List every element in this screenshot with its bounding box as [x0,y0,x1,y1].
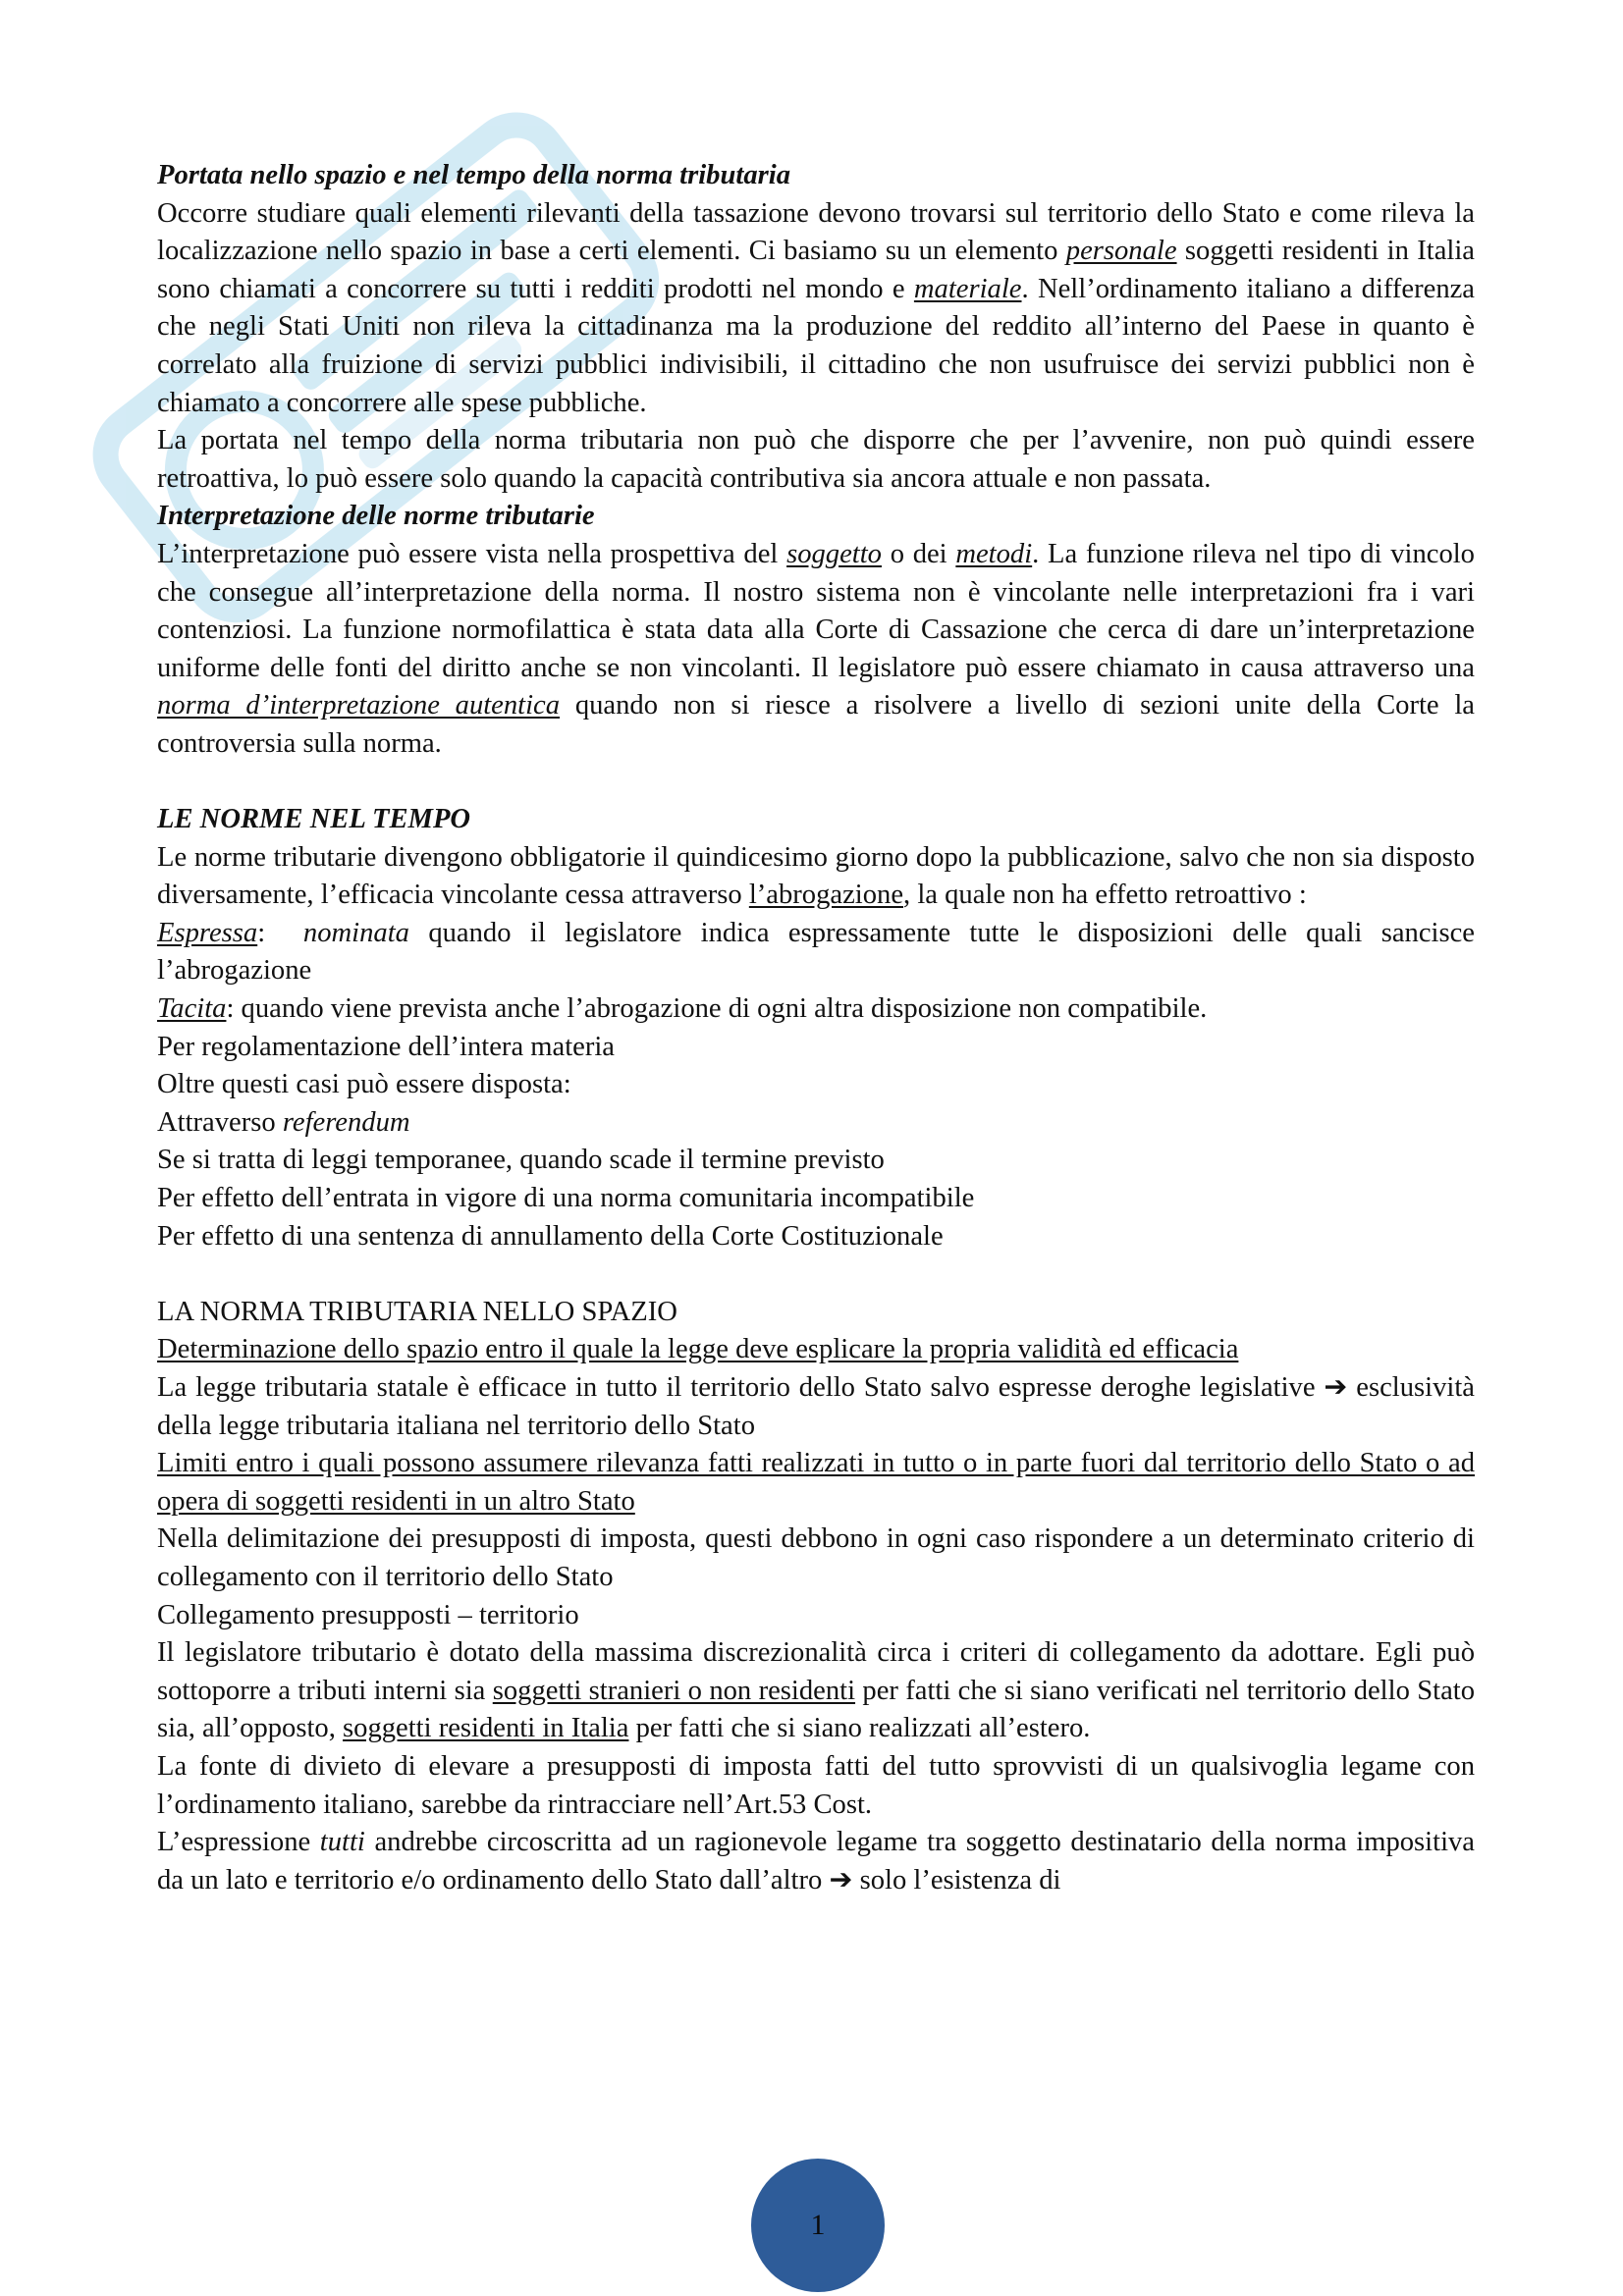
arrow-right-icon: ➔ [829,1864,853,1896]
label-espressa: Espressa [157,917,258,948]
section-heading-portata [157,157,1475,195]
emphasis-personale: personale [1065,236,1177,267]
line-leggi-temporanee: Se si tratta di leggi temporanee, quando scade il termine previsto [157,1145,885,1176]
text-run: Il legislatore tributario è dotato della massima discrezionalità circa i criteri di collegamento da adottare. Egli può sottoporre a tributi interni sia [157,1637,1475,1706]
line-regolamentazione: Per regolamentazione dell’intera materia [157,1031,616,1062]
page-number: 1 [810,2209,826,2241]
emphasis-nominata: nominata [302,917,409,948]
arrow-right-icon: ➔ [1324,1372,1348,1403]
line-sentenza: Per effetto di una sentenza di annullamento della Corte Costituzionale [157,1220,944,1252]
text-run: per fatti che si siano realizzati all’estero. [628,1713,1091,1744]
emphasis-tutti: tutti [319,1827,365,1858]
section-heading-norma-spazio: LA NORMA TRIBUTARIA NELLO SPAZIO [157,1296,677,1327]
text-run: Occorre studiare quali elementi rilevanti della tassazione devono trovarsi sul territorio dello Stato e come rileva la localizzazione nello spazio in base a certi elementi. Ci basiamo su un elemento [157,197,1475,267]
subheading-text: Limiti entro i quali possono assumere rilevanza fatti realizzati in tutto o in parte fuori dal territorio dello Stato o ad opera di soggetti residenti in un altro Stato [157,1448,1475,1517]
text-run: Attraverso [157,1106,283,1138]
paragraph-tacita [157,990,1475,1029]
heading-text: Interpretazione delle norme tributarie [157,501,595,532]
heading-text: LE NORME NEL TEMPO [157,804,471,835]
subheading-limiti [157,1445,1475,1521]
text-run: . La funzione rileva nel tipo di vincolo che consegue all’interpretazione della norma. Il nostro sistema non è vincolante nelle interpretazioni fra i vari contenziosi. La funzione normofilattica è stata data alla Corte di Cassazione che cerca di dare un’interpretazione uniforme delle fonti del diritto anche se non vincolanti. Il legislatore può essere chiamato in causa attraverso una [157,538,1475,683]
line-collegamento: Collegamento presupposti – territorio [157,1599,579,1630]
line-referendum [157,1104,1475,1143]
heading-text: Portata nello spazio e nel tempo della norma tributaria [157,160,790,190]
paragraph-legge-statale [157,1369,1475,1445]
label-tacita: Tacita [157,993,227,1025]
paragraph-interpretazione [157,536,1475,764]
text-run: esclusività della legge tributaria italiana nel territorio dello Stato [157,1372,1475,1441]
document-page [157,157,1475,1899]
paragraph-portata-spazio [157,195,1475,423]
blank-line [157,764,1475,802]
paragraph-fonte-divieto: La fonte di divieto di elevare a presupposti di imposta fatti del tutto sprovvisti di un qualsivoglia legame con l’ordinamento italiano, sarebbe da rintracciare nell’Art.53 Cost. [157,1750,1475,1820]
text-run: per fatti che si siano verificati nel territorio dello Stato sia, all’opposto, [157,1675,1476,1744]
text-run: quando il legislatore indica espressamente tutte le disposizioni delle quali sancisce l’abrogazione [157,917,1475,987]
paragraph-delimitazione: Nella delimitazione dei presupposti di imposta, questi debbono in ogni caso rispondere a un determinato criterio di collegamento con il territorio dello Stato [157,1523,1475,1592]
text-run: : quando viene prevista anche l’abrogazione di ogni altra disposizione non compatibile. [226,993,1208,1025]
paragraph-portata-tempo: La portata nel tempo della norma tributaria non può che disporre che per l’avvenire, non può quindi essere retroattiva, lo può essere solo quando la capacità contributiva sia ancora attuale e non passata. [157,425,1475,494]
emphasis-materiale: materiale [913,273,1022,304]
paragraph-espressione-tutti [157,1824,1475,1899]
subheading-determinazione [157,1331,1475,1369]
text-run: o dei [881,538,956,569]
text-run: La legge tributaria statale è efficace in tutto il territorio dello Stato salvo espresse deroghe legislative [157,1372,1325,1403]
page-number-badge [751,2159,885,2292]
text-run: : [257,917,303,948]
emphasis-metodi: metodi [955,538,1033,569]
line-oltre-casi: Oltre questi casi può essere disposta: [157,1069,571,1100]
blank-line [157,1255,1475,1294]
section-heading-norme-tempo [157,801,1475,839]
paragraph-legislatore [157,1634,1475,1748]
text-run: Le norme tributarie divengono obbligatorie il quindicesimo giorno dopo la pubblicazione, salvo che non sia disposto diversamente, l’efficacia vincolante cessa attraverso [157,841,1475,911]
text-run: andrebbe circoscritta ad un ragionevole legame tra soggetto destinatario della norma impositiva da un lato e territorio e/o ordinamento dello Stato dall’altro [157,1827,1475,1896]
subheading-text: Determinazione dello spazio entro il quale la legge deve esplicare la propria validità ed efficacia [157,1334,1239,1365]
emphasis-soggetti-stranieri: soggetti stranieri o non residenti [492,1675,856,1706]
section-heading-interpretazione [157,498,1475,536]
text-run: solo l’esistenza di [852,1864,1061,1896]
text-run: soggetti residenti in Italia sono chiamati a concorrere su tutti i redditi prodotti nel mondo e [157,236,1475,304]
emphasis-norma-autentica: norma d’interpretazione autentica [157,690,561,721]
emphasis-referendum: referendum [282,1106,410,1138]
text-run: quando non si riesce a risolvere a livello di sezioni unite della Corte la controversia sulla norma. [157,690,1475,759]
text-run: L’interpretazione può essere vista nella prospettiva del [157,538,787,569]
emphasis-soggetto: soggetto [786,538,882,569]
text-run: L’espressione [157,1827,320,1858]
emphasis-soggetti-residenti: soggetti residenti in Italia [343,1713,629,1744]
line-norma-comunitaria: Per effetto dell’entrata in vigore di una norma comunitaria incompatibile [157,1183,975,1214]
text-run: . Nell’ordinamento italiano a differenza che negli Stati Uniti non rileva la cittadinanza ma la produzione del reddito all’interno del Paese in quanto è correlato alla fruizione di servizi pubblici indivisibili, il cittadino che non usufruisce dei servizi pubblici non è chiamato a concorrere alle spese pubbliche. [157,273,1475,418]
emphasis-abrogazione: l’abrogazione [748,880,904,911]
paragraph-espressa [157,915,1475,990]
text-run: , la quale non ha effetto retroattivo : [903,880,1307,911]
paragraph-norme-tempo [157,839,1475,915]
